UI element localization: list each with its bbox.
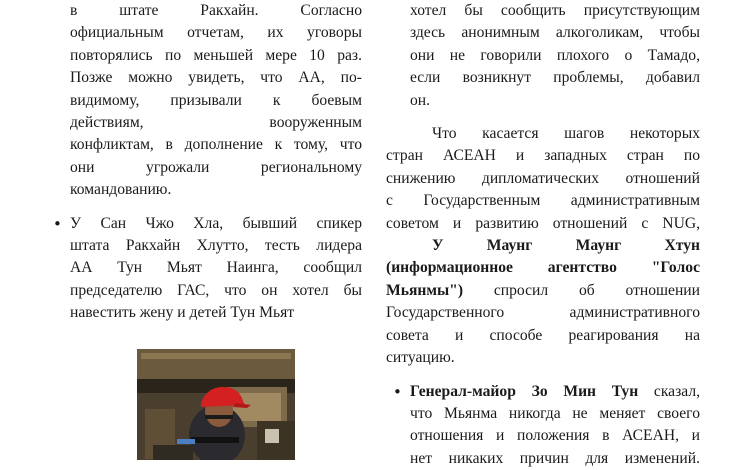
text-line: он. [410,90,700,112]
text-line: нет никаких причин для изменений. [410,448,700,470]
text-line: У Маунг Маунг Хтун [386,235,700,257]
text-line: снижению дипломатических отношений [386,168,700,190]
right-paragraph-asean [386,123,700,369]
text-line: Государственного административного [386,302,700,324]
text-line: советом и развитию отношений с NUG, [386,213,700,235]
text-line: конфликтам, в дополнение к тому, что [70,134,362,156]
text-line: видимому, призывали к боевым [70,90,362,112]
text-line: хотел бы сообщить присутствующим [410,0,700,22]
bullet-item-zaw-min-tun [410,381,700,470]
left-paragraph-continued [70,0,362,202]
text-line: ситуацию. [386,347,700,369]
text-line: командованию. [70,179,362,201]
photo-illustration [137,349,295,460]
speaker-name: Мьянмы") [386,282,463,299]
text-line: штата Ракхайн Хлутто, тесть лидера [70,235,362,257]
right-bullet-continued [386,0,700,112]
text-line: совета и способе реагирования на [386,325,700,347]
text-line: здесь анонимным алкоголикам, чтобы [410,22,700,44]
text-line: они угрожали региональному [70,157,362,179]
left-column [70,0,362,325]
news-photo [137,349,295,460]
text-line: председателю ГАС, что он хотел бы [70,280,362,302]
speaker-name: Генерал-майор Зо Мин Тун [410,383,638,400]
text-line: АА Тун Мьят Наинга, сообщил [70,257,362,279]
speaker-rest: сказал, [638,383,700,400]
bullet-icon: • [393,381,402,403]
text-line: действиям, вооруженным [70,112,362,134]
text-line: в штате Ракхайн. Согласно [70,0,362,22]
text-line: отношения и положения в АСЕАН, и [410,425,700,447]
text-line: что Мьянма никогда не меняет своего [410,403,700,425]
text-line: официальным отчетам, их уговоры [70,22,362,44]
bullet-item-u-san-kyaw-hla [70,213,362,325]
text-line: они не говорили плохого о Тамадо, [410,45,700,67]
right-column [386,0,700,470]
speaker-rest: спросил об отношении [463,282,700,299]
text-line: стран АСЕАН и западных стран по [386,145,700,167]
text-line: навестить жену и детей Тун Мьят [70,302,362,324]
text-line [386,280,700,302]
text-line: с Государственным административным [386,190,700,212]
text-line: (информационное агентство "Голос [386,257,700,279]
text-line: если возникнут проблемы, добавил [410,67,700,89]
text-line: Что касается шагов некоторых [386,123,700,145]
bullet-icon: • [53,213,62,235]
text-line [410,381,700,403]
text-line: У Сан Чжо Хла, бывший спикер [70,213,362,235]
text-line: Позже можно увидеть, что АА, по- [70,67,362,89]
text-line: повторялись по меньшей мере 10 раз. [70,45,362,67]
